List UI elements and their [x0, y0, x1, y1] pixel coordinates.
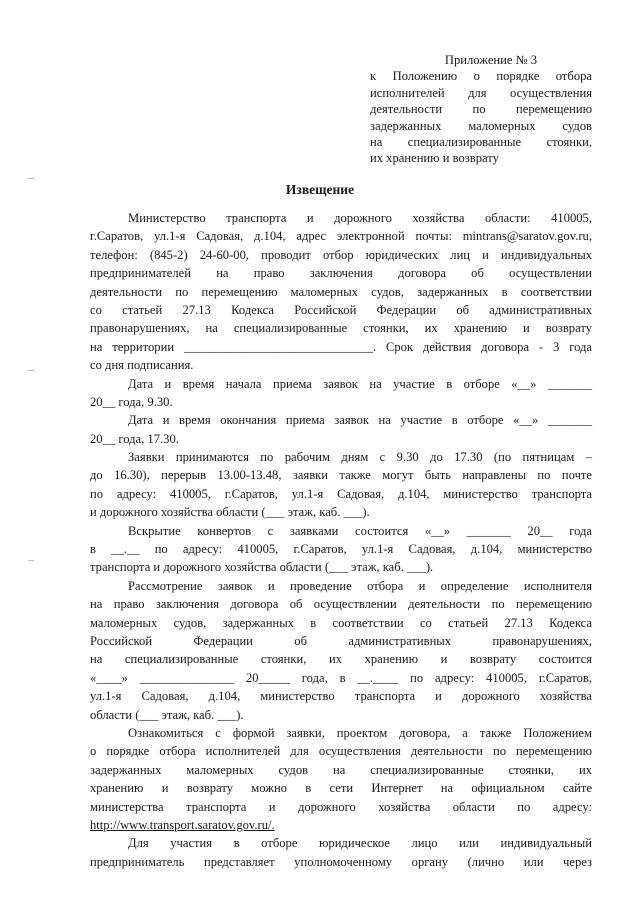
notice-line: хранению и возврату можно в сети Интернет на официальном сайте [90, 781, 592, 796]
notice-line: на право заключения договора об осуществлении деятельности по перемещению [90, 597, 592, 612]
notice-title: Извещение [285, 182, 355, 197]
notice-line: по адресу: 410005, г.Саратов, ул.1-я Садовая, д.104, министерство транспорта [90, 486, 592, 501]
appendix-line: к Положению о порядке отбора [370, 69, 592, 84]
notice-line: задержанных маломерных судов на специализированные стоянки, их [90, 762, 592, 777]
notice-line: 20__ года, 17.30. [90, 431, 179, 446]
notice-line: Заявки принимаются по рабочим дням с 9.30 до 17.30 (по пятницам – [128, 450, 592, 465]
notice-line: и дорожного хозяйства области (___ этаж, каб. ___). [90, 505, 370, 520]
notice-line: со дня подписания. [90, 358, 194, 373]
appendix-heading: Приложение № 3 [444, 53, 538, 67]
notice-line: Дата и время окончания приема заявок на участие в отборе «__» _______ [128, 413, 592, 428]
notice-line: о порядке отбора исполнителей для осуществления деятельности по перемещению [90, 744, 592, 759]
notice-line: со статьей 27.13 Кодекса Российской Федерации об административных [90, 302, 592, 317]
margin-mark [28, 560, 34, 561]
notice-line: транспорта и дорожного хозяйства области (___ этаж, каб. ___). [90, 560, 434, 575]
appendix-line: на специализированные стоянки, [370, 135, 592, 150]
notice-line: области (___ этаж, каб. ___). [90, 707, 244, 722]
notice-line: маломерных судов, задержанных в соответствии со статьей 27.13 Кодекса [90, 615, 592, 630]
appendix-line: их хранению и возврату [370, 151, 499, 166]
notice-line: на специализированные стоянки, их хранению и возврату состоится [90, 652, 592, 667]
notice-body [90, 209, 592, 871]
appendix-line: исполнителей для осуществления [370, 85, 592, 100]
notice-line: г.Саратов, ул.1-я Садовая, д.104, адрес электронной почты: mintrans@saratov.gov.ru, [90, 229, 592, 244]
notice-line: министерства транспорта и дорожного хозяйства области по адресу: [90, 799, 592, 814]
notice-line: «____» _______________ 20_____ года, в __.____ по адресу: 410005, г.Саратов, [90, 670, 592, 685]
notice-line: правонарушениях, на специализированные стоянки, их хранению и возврату [90, 321, 592, 336]
notice-line: Министерство транспорта и дорожного хозяйства области: 410005, [128, 211, 592, 225]
notice-line: Ознакомиться с формой заявки, проектом договора, а также Положением [128, 725, 592, 740]
notice-line: деятельности по перемещению маломерных судов, задержанных в соответствии [90, 284, 592, 299]
notice-line: предпринимателей на право заключения договора об осуществлении [90, 266, 592, 281]
notice-line: предприниматель представляет уполномоченному органу (лично или через [90, 854, 592, 869]
notice-line: на территории ______________________________. Срок действия договора - 3 года [90, 339, 592, 354]
notice-line: Дата и время начала приема заявок на участие в отборе «__» _______ [128, 376, 592, 391]
margin-mark [28, 178, 34, 179]
notice-line: Российской Федерации об административных правонарушениях, [90, 633, 592, 648]
appendix-line: деятельности по перемещению [370, 102, 592, 117]
notice-line: Вскрытие конвертов с заявками состоится «__» _______ 20__ года [128, 523, 592, 538]
appendix-block [370, 52, 592, 167]
ministry-website-link[interactable]: http://www.transport.saratov.gov.ru/. [90, 817, 275, 832]
notice-line: Рассмотрение заявок и проведение отбора и определение исполнителя [128, 578, 592, 593]
margin-mark [28, 370, 34, 371]
appendix-line: задержанных маломерных судов [370, 118, 592, 133]
notice-line: телефон: (845-2) 24-60-00, проводит отбор юридических лиц и индивидуальных [90, 247, 592, 262]
notice-line: ул.1-я Садовая, д.104, министерство транспорта и дорожного хозяйства [90, 689, 592, 704]
notice-line: до 16.30), перерыв 13.00-13.48, заявки также могут быть направлены по почте [90, 468, 592, 483]
notice-line: в __.__ по адресу: 410005, г.Саратов, ул.1-я Садовая, д.104, министерство [90, 542, 592, 557]
notice-line: Для участия в отборе юридическое лицо или индивидуальный [128, 836, 592, 851]
notice-line: 20__ года, 9.30. [90, 394, 173, 409]
